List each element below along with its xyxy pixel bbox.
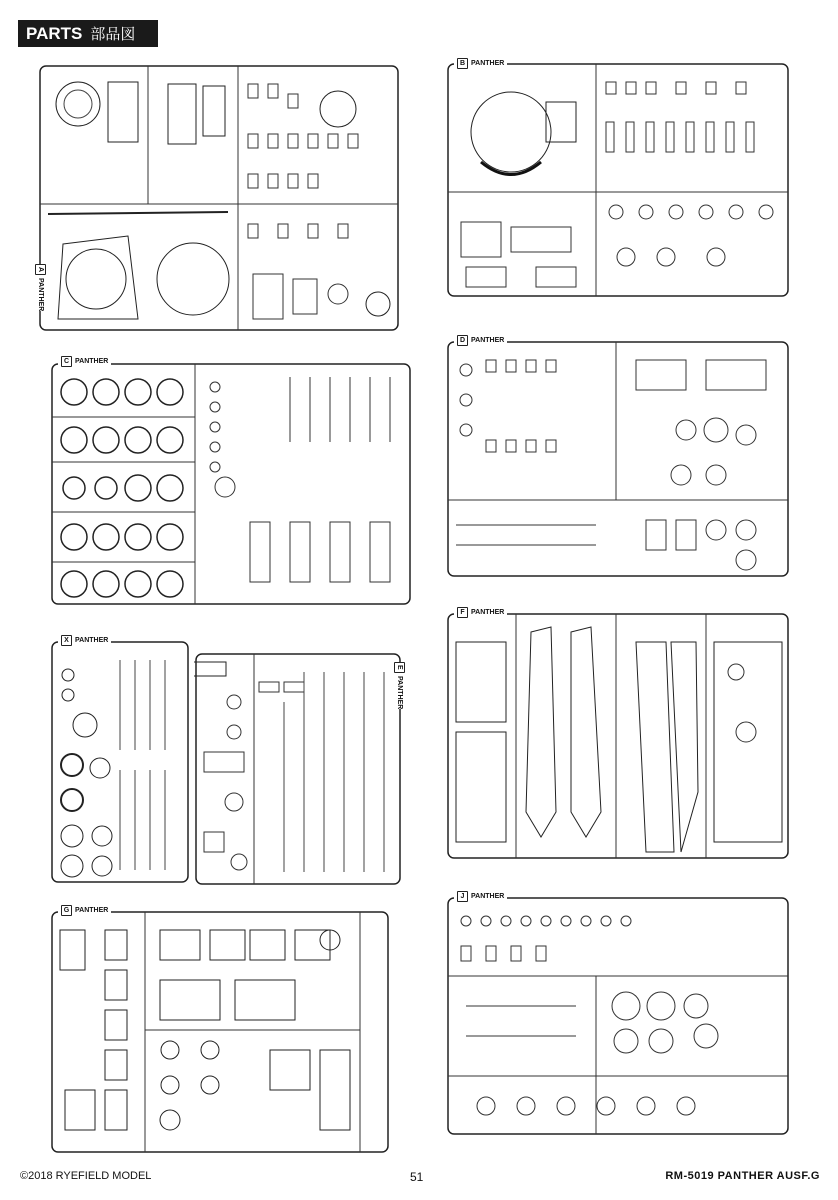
product-code: RM-5019 PANTHER AUSF.G: [665, 1170, 820, 1182]
sprue-b: [446, 62, 790, 298]
page-number: 51: [410, 1170, 424, 1184]
sprue-g-name: PANTHER: [75, 907, 109, 914]
sprue-g-drawing: [50, 910, 390, 1154]
sprue-x-name: PANTHER: [75, 637, 109, 644]
sprue-x-letter: X: [61, 635, 72, 646]
sprue-b-drawing: [446, 62, 790, 298]
sprue-a-letter: A: [35, 264, 46, 275]
sprue-a-name: PANTHER: [37, 278, 44, 312]
sprue-x-drawing: [50, 640, 190, 884]
sprue-c-name: PANTHER: [75, 358, 109, 365]
sprue-g-label: [58, 905, 111, 916]
sprue-j: [446, 893, 790, 1136]
sprue-c: [50, 358, 412, 606]
sprue-f-letter: F: [457, 607, 468, 618]
sprue-d-name: PANTHER: [471, 337, 505, 344]
sprue-c-drawing: [50, 362, 412, 606]
sprue-b-name: PANTHER: [471, 60, 505, 67]
sprue-g: [50, 907, 390, 1154]
sprue-j-letter: J: [457, 891, 468, 902]
sprue-j-label: [454, 891, 507, 902]
sprue-a-drawing: [38, 64, 400, 332]
sprue-b-label: [454, 58, 507, 69]
sprue-j-name: PANTHER: [471, 893, 505, 900]
sprue-e-letter: E: [394, 662, 405, 673]
parts-title: PARTS: [26, 23, 83, 43]
sprue-c-label: [58, 356, 111, 367]
parts-title-banner: [18, 20, 158, 47]
sprue-c-letter: C: [61, 356, 72, 367]
copyright-text: ©2018 RYEFIELD MODEL: [20, 1170, 152, 1182]
sprue-g-letter: G: [61, 905, 72, 916]
sprue-d: [446, 337, 790, 578]
sprue-e-drawing: [194, 652, 402, 886]
sprue-a-label: [32, 264, 49, 311]
sprue-f-drawing: [446, 612, 790, 860]
sprue-f-name: PANTHER: [471, 609, 505, 616]
sprue-d-letter: D: [457, 335, 468, 346]
sprue-a: [38, 64, 400, 332]
sprue-b-letter: B: [457, 58, 468, 69]
sprue-f-label: [454, 607, 507, 618]
sprue-d-drawing: [446, 340, 790, 578]
parts-title-cn: 部品図: [90, 25, 136, 43]
sprue-x: [50, 637, 190, 884]
sprue-d-label: [454, 335, 507, 346]
sprue-f: [446, 609, 790, 860]
sprue-e: [194, 652, 402, 886]
sprue-e-label: [391, 662, 408, 709]
sprue-x-label: [58, 635, 111, 646]
sprue-e-name: PANTHER: [396, 676, 403, 710]
sprue-j-drawing: [446, 896, 790, 1136]
